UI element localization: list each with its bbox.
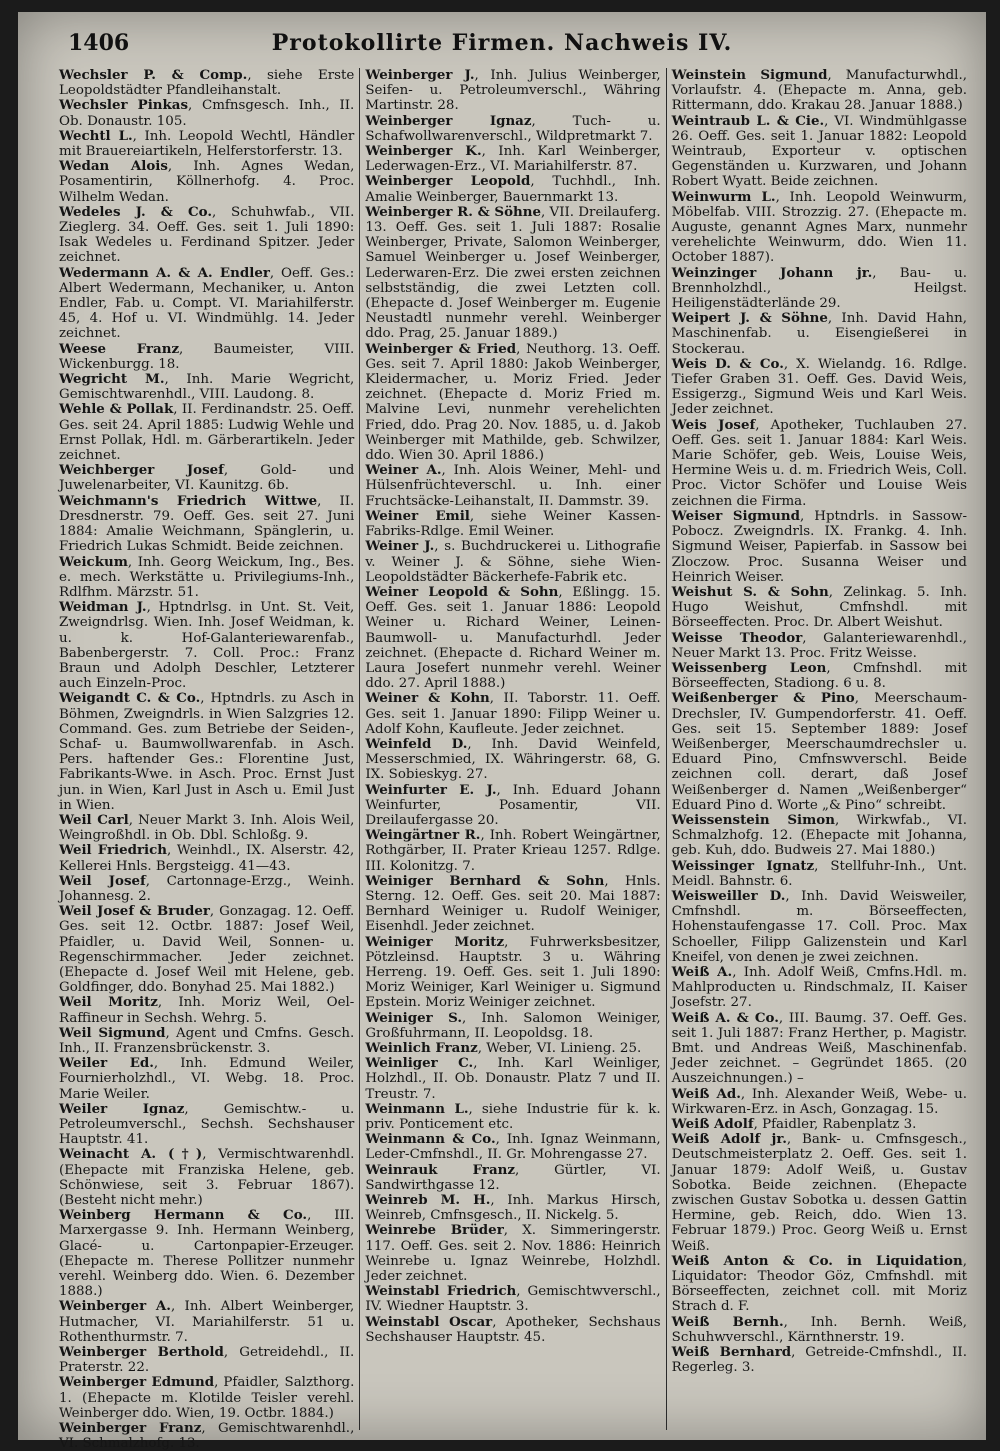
directory-entry: Weinlich Franz, Weber, VI. Linieng. 25. xyxy=(365,1040,642,1056)
directory-entry: Weinmann & Co., Inh. Ignaz Weinmann, Leder-Cmfnshdl., II. Gr. Mohrengasse 27. xyxy=(365,1131,661,1163)
directory-entry: Weinfeld D., Inh. David Weinfeld, Messerschmied, IX. Währingerstr. 68, G. IX. Sobieskyg. 27. xyxy=(365,735,661,783)
directory-entry: Weinberger A., Inh. Albert Weinberger, Hutmacher, VI. Mariahilferstr. 51 u. Rothenthurmstr. 7. xyxy=(59,1298,355,1345)
directory-entry: Wehle & Pollak, II. Ferdinandstr. 25. Oeff. Ges. seit 24. April 1885: Ludwig Wehle und Ernst Pollak, Hdl. m. Gärberartikeln. Jeder zeichnet. xyxy=(59,401,355,464)
directory-entry: Weiß Anton & Co. in Liquidation, Liquidator: Theodor Göz, Cmfnshdl. mit Börseeffecten, zeichnet coll. mit Moriz Strach d. F. xyxy=(671,1252,967,1315)
column-2 xyxy=(360,68,666,1430)
directory-entry: Weiner Leopold & Sohn, Eßlingg. 15. Oeff. Ges. seit 1. Januar 1886: Leopold Weiner u. Richard Weiner, Leinen- Baumwoll- u. Manufacturhdl. Jeder zeichnet. (Ehepacte d. Richard Weiner m. Laura Josefert nunmehr verehl. Weiner ddo. 27. April 1888.) xyxy=(365,583,661,692)
directory-entry: Weiner J., s. Buchdruckerei u. Lithografie v. Weiner J. & Söhne, siehe Wien-Leopoldstädter Bäckerhefe-Fabrik etc. xyxy=(365,538,661,585)
directory-entry: Weiner Emil, siehe Weiner Kassen-Fabriks-Rdlge. Emil Weiner. xyxy=(365,507,661,540)
directory-entry: Weiß A. & Co., III. Baumg. 37. Oeff. Ges. seit 1. Juli 1887: Franz Herther, p. Magistr. Bmt. und Andreas Weiß, Maschinenfab. Jeder zeichnet. – Gegründet 1865. (20 Auszeichnungen.) – xyxy=(671,1009,967,1087)
directory-entry: Weinmann L., siehe Industrie für k. k. priv. Ponticement etc. xyxy=(365,1100,661,1133)
column-3 xyxy=(667,68,972,1430)
directory-entry: Wechsler P. & Comp., siehe Erste Leopoldstädter Pfandleihanstalt. xyxy=(59,67,355,99)
directory-entry: Weißenberger & Pino, Meerschaum-Drechsler, IV. Gumpendorferstr. 41. Oeff. Ges. seit 15. September 1889: Josef Weißenberger, Meerschaumdrechsler u. Eduard Pino, Cmfnswverschl. Beide zeichnen coll. derart, daß Josef Weißenberger d. Namen „Weißenberger“ Eduard Pino d. Worte „& Pino“ schreibt. xyxy=(671,690,967,813)
directory-entry: Weiß Bernhard, Getreide-Cmfnshdl., II. Regerleg. 3. xyxy=(671,1344,967,1376)
directory-entry: Weiser Sigmund, Hptndrls. in Sassow-Pobocz. Zweigndrls. IX. Frankg. 4. Inh. Sigmund Weiser, Papierfab. in Sassow bei Zloczow. Proc. Susanna Weiser und Heinrich Weiser. xyxy=(671,507,967,585)
directory-entry: Weinreb M. H., Inh. Markus Hirsch, Weinreb, Cmfnsgesch., II. Nickelg. 5. xyxy=(365,1192,661,1224)
directory-entry: Weissenstein Simon, Wirkwfab., VI. Schmalzhofg. 12. (Ehepacte mit Johanna, geb. Kuh, ddo. Budweis 27. Mai 1880.) xyxy=(671,811,967,859)
directory-entry: Weintraub L. & Cie., VI. Windmühlgasse 26. Oeff. Ges. seit 1. Januar 1882: Leopold Weintraub, Exporteur v. optischen Gegenständen u. Kurzwaren, und Johann Robert Wyatt. Beide zeichnen. xyxy=(671,112,967,190)
directory-entry: Weis Josef, Apotheker, Tuchlauben 27. Oeff. Ges. seit 1. Januar 1884: Karl Weis. Marie Schöfer, geb. Weis, Louise Weis, Hermine Weis u. d. m. Friedrich Weis, Coll. Proc. Victor Schöfer und Louise Weis zeichnen die Firma. xyxy=(671,416,967,509)
directory-entry: Weiß A., Inh. Adolf Weiß, Cmfns.Hdl. m. Mahlproducten u. Rindschmalz, II. Kaiser Josefstr. 27. xyxy=(671,963,967,1011)
directory-entry: Weil Josef & Bruder, Gonzagag. 12. Oeff. Ges. seit 12. Octbr. 1887: Josef Weil, Pfaidler, u. David Weil, Sonnen- u. Regenschirmmacher. Jeder zeichnet. (Ehepacte d. Josef Weil mit Helene, geb. Goldfinger, ddo. Bonyhad 25. Mai 1882.) xyxy=(59,903,355,996)
directory-entry: Weinliger C., Inh. Karl Weinliger, Holzhdl., II. Ob. Donaustr. Platz 7 und II. Treustr. 7. xyxy=(365,1055,661,1102)
directory-entry: Weinberger Franz, Gemischtwarenhdl., VI. Schmalzhofg. 13. xyxy=(59,1420,355,1451)
directory-entry: Weinberg Hermann & Co., III. Marxergasse 9. Inh. Hermann Weinberg, Glacé- u. Cartonpapier-Erzeuger. (Ehepacte m. Therese Pollitzer nunmehr verehl. Weinberg ddo. Wien. 6. Dezember 1888.) xyxy=(59,1207,355,1300)
directory-entry: Wedeles J. & Co., Schuhwfab., VII. Zieglerg. 34. Oeff. Ges. seit 1. Juli 1890: Isak Wedeles u. Ferdinand Spitzer. Jeder zeichnet. xyxy=(59,203,355,266)
directory-entry: Weipert J. & Söhne, Inh. David Hahn, Maschinenfab. u. Eisengießerei in Stockerau. xyxy=(671,310,967,357)
directory-entry: Weingärtner R., Inh. Robert Weingärtner, Rothgärber, II. Prater Krieau 1257. Rdlge. III. Kolonitzg. 7. xyxy=(365,827,661,874)
directory-entry: Weinberger Berthold, Getreidehdl., II. Praterstr. 22. xyxy=(59,1344,355,1376)
directory-entry: Weinberger R. & Söhne, VII. Dreilauferg. 13. Oeff. Ges. seit 1. Juli 1887: Rosalie Weinberger, Private, Salomon Weinberger, Samuel Weinberger u. Josef Weinberger, Lederwaren-Erz. Die zwei ersten zeichnen selbstständig, die zwei Letzten coll. (Ehepacte d. Josef Weinberger m. Eugenie Neustadtl nunmehr verehl. Weinberger ddo. Prag, 25. Januar 1889.) xyxy=(365,203,661,342)
directory-entry: Weinacht A. (†), Vermischtwarenhdl. (Ehepacte mit Franziska Helene, geb. Schönwiese, seit 3. Februar 1867). (Besteht nicht mehr.) xyxy=(59,1146,355,1209)
directory-entry: Weiner & Kohn, II. Taborstr. 11. Oeff. Ges. seit 1. Januar 1890: Filipp Weiner u. Adolf Kohn, Kaufleute. Jeder zeichnet. xyxy=(365,690,661,737)
directory-entry: Weinberger Leopold, Tuchhdl., Inh. Amalie Weinberger, Bauernmarkt 13. xyxy=(365,173,661,205)
directory-entry: Weichmann's Friedrich Wittwe, II. Dresdnerstr. 79. Oeff. Ges. seit 27. Juni 1884: Amalie Weichmann, Spänglerin, u. Friedrich Lukas Schmidt. Beide zeichnen. xyxy=(59,492,355,555)
directory-entry: Wedermann A. & A. Endler, Oeff. Ges.: Albert Wedermann, Mechaniker, u. Anton Endler, Fab. u. Compt. VI. Mariahilferstr. 45, 4. Hof u. VI. Windmühlg. 14. Jeder zeichnet. xyxy=(59,264,355,342)
directory-entry: Wegricht M., Inh. Marie Wegricht, Gemischtwarenhdl., VIII. Laudong. 8. xyxy=(59,371,355,403)
running-title: Protokollirte Firmen. Nachweis IV. xyxy=(271,30,733,56)
directory-entry: Weidman J., Hptndrlsg. in Unt. St. Veit, Zweigndrlsg. Wien. Inh. Josef Weidman, k. u. k. Hof-Galanteriewarenfab., Babenbergerstr. 7. Coll. Proc.: Franz Braun und Adolph Deschler, Letzterer auch Einzeln-Proc. xyxy=(59,599,355,692)
directory-entry: Weinfurter E. J., Inh. Eduard Johann Weinfurter, Posamentir, VII. Dreilaufergasse 20. xyxy=(365,781,661,828)
directory-entry: Weiß Adolf, Pfaidler, Rabenplatz 3. xyxy=(671,1116,917,1133)
directory-entry: Weisweiller D., Inh. David Weisweiler, Cmfnshdl. m. Börseeffecten, Hohenstaufengasse 17. Coll. Proc. Max Schoeller, Filipp Galizenstein und Karl Kneifel, von denen je zwei zeichnen. xyxy=(671,887,967,965)
directory-entry: Weiner A., Inh. Alois Weiner, Mehl- und Hülsenfrüchteverschl. u. Inh. einer Fruchtsäcke-Leihanstalt, II. Dammstr. 39. xyxy=(365,462,661,509)
directory-entry: Weissenberg Leon, Cmfnshdl. mit Börseeffecten, Stadiong. 6 u. 8. xyxy=(671,659,967,692)
directory-entry: Wechsler Pinkas, Cmfnsgesch. Inh., II. Ob. Donaustr. 105. xyxy=(59,97,355,129)
directory-entry: Weinstabl Oscar, Apotheker, Sechshaus Sechshauser Hauptstr. 45. xyxy=(365,1313,661,1345)
directory-entry: Weil Friedrich, Weinhdl., IX. Alserstr. 42, Kellerei Hnls. Bergsteigg. 41—43. xyxy=(59,842,355,874)
directory-entry: Weinzinger Johann jr., Bau- u. Brennholzhdl., Heilgst. Heiligenstädterlände 29. xyxy=(671,264,967,312)
page-number: 1406 xyxy=(68,30,130,56)
directory-columns xyxy=(54,67,972,1451)
directory-entry: Weiler Ed., Inh. Edmund Weiler, Fournierholzhdl., VI. Webg. 18. Proc. Marie Weiler. xyxy=(59,1055,355,1102)
directory-entry: Weil Carl, Neuer Markt 3. Inh. Alois Weil, Weingroßhdl. in Ob. Dbl. Schloßg. 9. xyxy=(59,811,355,844)
directory-entry: Weese Franz, Baumeister, VIII. Wickenburgg. 18. xyxy=(59,340,355,372)
directory-entry: Weickum, Inh. Georg Weickum, Ing., Bes. e. mech. Werkstätte u. Privilegiums-Inh., Rdlfhm. Märzstr. 51. xyxy=(59,553,355,600)
directory-entry: Weissinger Ignatz, Stellfuhr-Inh., Unt. Meidl. Bahnstr. 6. xyxy=(671,857,967,889)
directory-entry: Weinstein Sigmund, Manufacturwhdl., Vorlaufstr. 4. (Ehepacte m. Anna, geb. Rittermann, ddo. Krakau 28. Januar 1888.) xyxy=(671,67,967,114)
directory-page xyxy=(18,12,986,1451)
directory-entry: Weisse Theodor, Galanteriewarenhdl., Neuer Markt 13. Proc. Fritz Weisse. xyxy=(671,629,967,661)
directory-entry: Wechtl L., Inh. Leopold Wechtl, Händler mit Brauereiartikeln, Helferstorferstr. 13. xyxy=(59,127,355,160)
directory-entry: Weiniger Moritz, Fuhrwerksbesitzer, Pötzleinsd. Hauptstr. 3 u. Währing Herreng. 19. Oeff. Ges. seit 1. Juli 1890: Moriz Weiniger, Karl Weiniger u. Sigmund Epstein. Moriz Weiniger zeichnet. xyxy=(365,933,661,1011)
directory-entry: Weinwurm L., Inh. Leopold Weinwurm, Möbelfab. VIII. Strozzig. 27. (Ehepacte m. Auguste, genannt Agnes Marx, nunmehr verehelichte Weinwurm, ddo. Wien 11. October 1887). xyxy=(671,188,967,266)
directory-entry: Weinberger Ignaz, Tuch- u. Schafwollwarenverschl., Wildpretmarkt 7. xyxy=(365,112,661,144)
directory-entry: Weinrauk Franz, Gürtler, VI. Sandwirthgasse 12. xyxy=(365,1161,661,1193)
directory-entry: Weichberger Josef, Gold- und Juwelenarbeiter, VI. Kaunitzg. 6b. xyxy=(59,462,355,494)
directory-entry: Weishut S. & Sohn, Zelinkag. 5. Inh. Hugo Weishut, Cmfnshdl. mit Börseeffecten. Proc. Dr. Albert Weishut. xyxy=(671,583,967,631)
directory-entry: Wedan Alois, Inh. Agnes Wedan, Posamentirin, Köllnerhofg. 4. Proc. Wilhelm Wedan. xyxy=(59,158,355,205)
directory-entry: Weiß Bernh., Inh. Bernh. Weiß, Schuhwverschl., Kärnthnerstr. 19. xyxy=(671,1313,967,1345)
directory-entry: Weinberger K., Inh. Karl Weinberger, Lederwagen-Erz., VI. Mariahilferstr. 87. xyxy=(365,143,661,175)
directory-entry: Weinberger & Fried, Neuthorg. 13. Oeff. Ges. seit 7. April 1880: Jakob Weinberger, Kleidermacher, u. Moriz Fried. Jeder zeichnet. (Ehepacte d. Moriz Fried m. Malvine Levi, nunmehr verehelichten Fried, ddo. Prag 20. Nov. 1885, u. d. Jakob Weinberger mit Mathilde, geb. Schwilzer, ddo. Wien 30. April 1886.) xyxy=(365,340,661,464)
directory-entry: Weiß Ad., Inh. Alexander Weiß, Webe- u. Wirkwaren-Erz. in Asch, Gonzagag. 15. xyxy=(671,1085,967,1117)
page-header xyxy=(58,26,946,62)
directory-entry: Weil Sigmund, Agent und Cmfns. Gesch. Inh., II. Franzensbrückenstr. 3. xyxy=(59,1024,355,1056)
directory-entry: Weinberger J., Inh. Julius Weinberger, Seifen- u. Petroleumverschl., Währing Martinstr. 28. xyxy=(365,67,661,114)
directory-entry: Weis D. & Co., X. Wielandg. 16. Rdlge. Tiefer Graben 31. Oeff. Ges. David Weis, Essigerzg., Sigmund Weis und Karl Weis. Jeder zeichnet. xyxy=(671,355,967,418)
column-1 xyxy=(54,67,360,1451)
directory-entry: Weinberger Edmund, Pfaidler, Salzthorg. 1. (Ehepacte m. Klotilde Teisler verehl. Weinberger ddo. Wien, 19. Octbr. 1884.) xyxy=(59,1374,355,1421)
directory-entry: Weinrebe Brüder, X. Simmeringerstr. 117. Oeff. Ges. seit 2. Nov. 1886: Heinrich Weinrebe u. Ignaz Weinrebe, Holzhdl. Jeder zeichnet. xyxy=(365,1222,661,1285)
directory-entry: Weil Josef, Cartonnage-Erzg., Weinh. Johannesg. 2. xyxy=(59,872,355,904)
directory-entry: Weinstabl Friedrich, Gemischtwverschl., IV. Wiedner Hauptstr. 3. xyxy=(365,1283,661,1315)
directory-entry: Weiler Ignaz, Gemischtw.- u. Petroleumverschl., Sechsh. Sechshauser Hauptstr. 41. xyxy=(59,1100,355,1148)
directory-entry: Weiniger Bernhard & Sohn, Hnls. Sterng. 12. Oeff. Ges. seit 20. Mai 1887: Bernhard Weiniger u. Rudolf Weiniger, Eisenhdl. Jeder zeichnet. xyxy=(365,872,661,935)
directory-entry: Weil Moritz, Inh. Moriz Weil, Oel-Raffineur in Sechsh. Wehrg. 5. xyxy=(59,994,355,1026)
directory-entry: Weigandt C. & Co., Hptndrls. zu Asch in Böhmen, Zweigndrls. in Wien Salzgries 12. Command. Ges. zum Betriebe der Seiden-, Schaf- u. Baumwollwarenfab. in Asch. Pers. haftender Ges.: Florentine Just, Fabrikants-Wwe. in Asch. Proc. Ernst Just jun. in Wien, Karl Just in Asch u. Emil Just in Wien. xyxy=(59,690,355,813)
directory-entry: Weiß Adolf jr., Bank- u. Cmfnsgesch., Deutschmeisterplatz 2. Oeff. Ges. seit 1. Januar 1879: Adolf Weiß, u. Gustav Sobotka. Beide zeichnen. (Ehepacte zwischen Gustav Sobotka u. dessen Gattin Hermine, geb. Reich, ddo. Wien 13. Februar 1879.) Proc. Georg Weiß u. Ernst Weiß. xyxy=(671,1131,967,1254)
directory-entry: Weiniger S., Inh. Salomon Weiniger, Großfuhrmann, II. Leopoldsg. 18. xyxy=(365,1009,661,1041)
